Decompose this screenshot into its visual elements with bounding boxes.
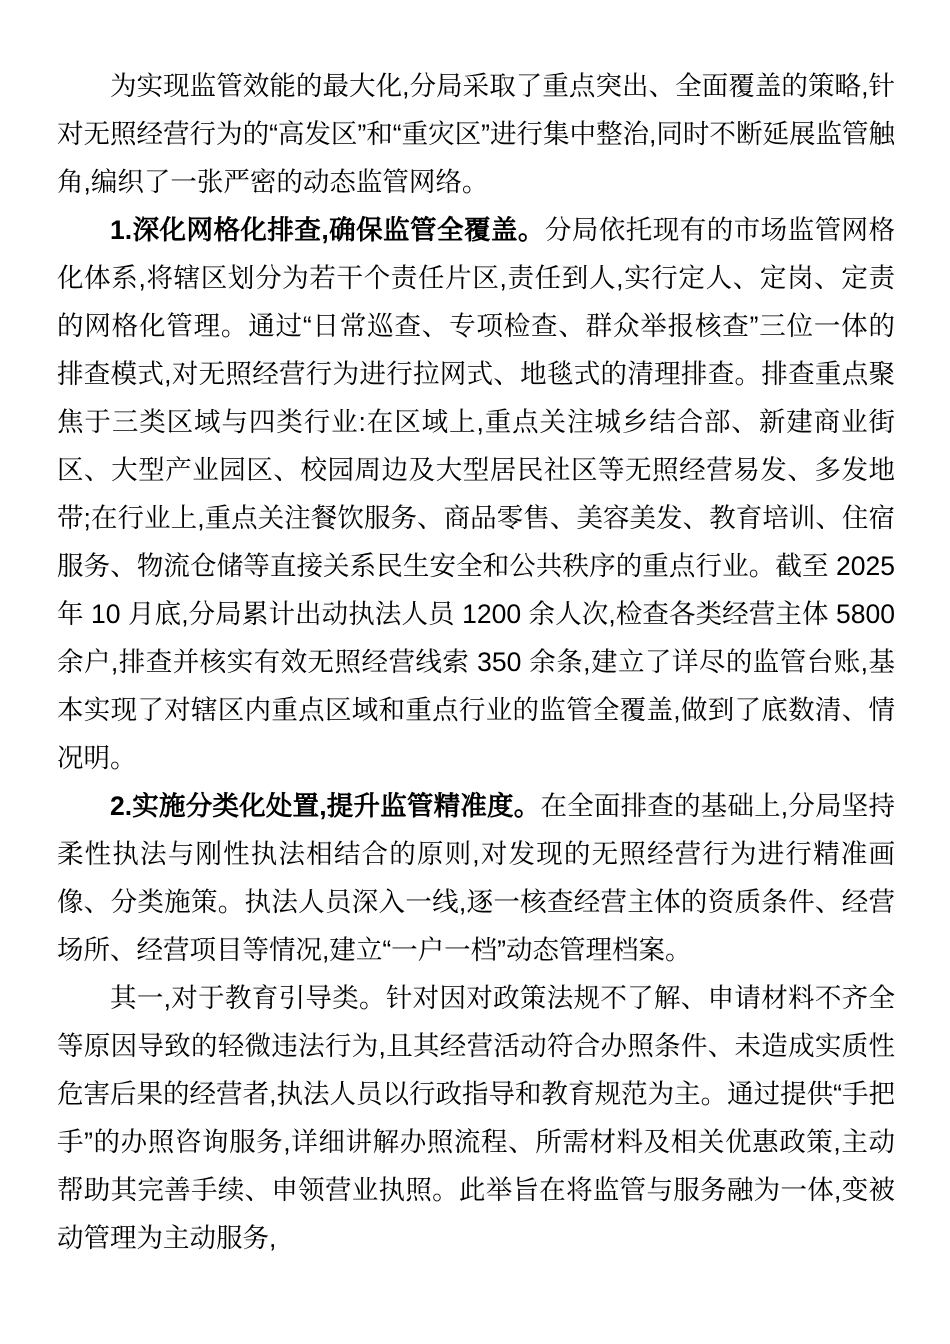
paragraph-classified-disposal bbox=[57, 782, 895, 974]
paragraph-text: 为实现监管效能的最大化,分局采取了重点突出、全面覆盖的策略,针对无照经营行为的“高发区”和“重灾区”进行集中整治,同时不断延展监管触角,编织了一张严密的动态监管网络。 bbox=[57, 71, 895, 197]
heading-run-grid-investigation: 1.深化网格化排查,确保监管全覆盖。 bbox=[110, 215, 545, 245]
paragraph-text: 分局依托现有的市场监管网格化体系,将辖区划分为若干个责任片区,责任到人,实行定人、定岗、定责的网格化管理。通过“日常巡查、专项检查、群众举报核查”三位一体的排查模式,对无照经营行为进行拉网式、地毯式的清理排查。排查重点聚焦于三类区域与四类行业:在区域上,重点关注城乡结合部、新建商业街区、大型产业园区、校园周边及大型居民社区等无照经营易发、多发地带;在行业上,重点关注餐饮服务、商品零售、美容美发、教育培训、住宿服务、物流仓储等直接关系民生安全和公共秩序的重点行业。截至 2025 年 10 月底,分局累计出动执法人员 1200 余人次,检查各类经营主体 5800 余户,排查并核实有效无照经营线索 350 余条,建立了详尽的监管台账,基本实现了对辖区内重点区域和重点行业的监管全覆盖,做到了底数清、情况明。 bbox=[57, 215, 896, 773]
document-body bbox=[57, 62, 895, 1262]
paragraph-grid-investigation bbox=[57, 206, 895, 782]
paragraph-strategy-overview bbox=[57, 62, 895, 206]
paragraph-text: 在全面排查的基础上,分局坚持柔性执法与刚性执法相结合的原则,对发现的无照经营行为进行精准画像、分类施策。执法人员深入一线,逐一核查经营主体的资质条件、经营场所、经营项目等情况,建立“一户一档”动态管理档案。 bbox=[57, 791, 895, 965]
paragraph-education-guidance bbox=[57, 974, 895, 1262]
heading-run-classified-disposal: 2.实施分类化处置,提升监管精准度。 bbox=[110, 791, 541, 821]
paragraph-text: 其一,对于教育引导类。针对因对政策法规不了解、申请材料不齐全等原因导致的轻微违法行为,且其经营活动符合办照条件、未造成实质性危害后果的经营者,执法人员以行政指导和教育规范为主。通过提供“手把手”的办照咨询服务,详细讲解办照流程、所需材料及相关优惠政策,主动帮助其完善手续、申领营业执照。此举旨在将监管与服务融为一体,变被动管理为主动服务, bbox=[57, 983, 895, 1253]
